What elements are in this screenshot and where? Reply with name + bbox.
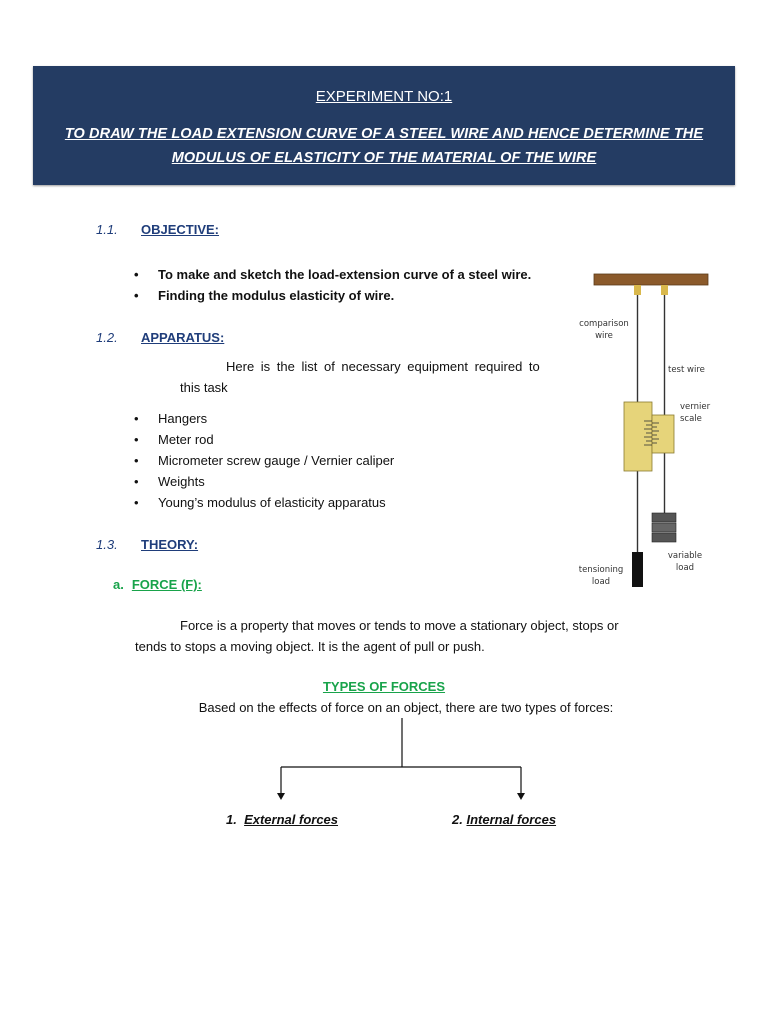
list-item: • Hangers: [134, 408, 394, 429]
weight-disc: [652, 513, 676, 522]
internal-forces-item: [452, 812, 556, 827]
force-definition-line-2: tends to stops a moving object. It is the agent of pull or push.: [135, 639, 485, 654]
support-beam: [594, 274, 708, 285]
weight-disc: [652, 533, 676, 542]
force-definition-line-1: Force is a property that moves or tends to move a stationary object, stops or: [180, 618, 619, 633]
label-comparison: comparison: [579, 319, 629, 329]
aim-line-1: TO DRAW THE LOAD EXTENSION CURVE OF A STEEL WIRE AND HENCE DETERMINE THE: [64, 126, 704, 142]
label-test-wire: test wire: [668, 365, 705, 375]
label-wire: wire: [595, 331, 613, 341]
label-vernier: vernier: [680, 402, 711, 412]
list-item: • Meter rod: [134, 429, 394, 450]
list-item: • Micrometer screw gauge / Vernier caliper: [134, 450, 394, 471]
clamp-right: [661, 285, 668, 295]
item-label: Internal forces: [466, 812, 557, 827]
vernier-scale: [652, 415, 674, 453]
external-forces-item: [226, 812, 338, 827]
item-label: External forces: [244, 812, 339, 827]
section-number: 1.2.: [96, 330, 118, 345]
arrow-right-icon: [517, 793, 525, 800]
types-heading-text: TYPES OF FORCES: [322, 679, 446, 694]
section-title: OBJECTIVE:: [141, 222, 220, 237]
section-number: 1.1.: [96, 222, 118, 237]
types-of-forces-intro: Based on the effects of force on an object, there are two types of forces:: [198, 700, 614, 715]
weight-disc: [652, 523, 676, 532]
label-variable-load: load: [675, 563, 695, 573]
label-tensioning: tensioning: [578, 565, 624, 575]
apparatus-intro-line-2: this task: [180, 380, 228, 395]
section-number: 1.3.: [96, 537, 118, 552]
subsection-marker: a.: [113, 577, 124, 592]
label-scale: scale: [680, 414, 702, 424]
list-item: • Young’s modulus of elasticity apparatus: [134, 492, 394, 513]
subsection-title: FORCE (F):: [131, 577, 202, 592]
main-scale-frame: [624, 402, 652, 471]
section-title: THEORY:: [141, 537, 199, 552]
item-number: 1.: [226, 812, 237, 827]
tensioning-load: [632, 552, 643, 587]
youngs-modulus-apparatus-figure: [560, 265, 720, 595]
item-number: 2.: [452, 812, 463, 827]
arrow-left-icon: [277, 793, 285, 800]
apparatus-intro-line-1: Here is the list of necessary equipment required to: [226, 359, 540, 374]
aim-line-2: MODULUS OF ELASTICITY OF THE MATERIAL OF THE WIRE: [171, 150, 597, 166]
list-item: • Finding the modulus elasticity of wire.: [134, 285, 531, 306]
label-tensioning-load: load: [591, 577, 611, 587]
section-title: APPARATUS:: [141, 330, 225, 345]
label-variable: variable: [667, 551, 703, 561]
list-item: • To make and sketch the load-extension curve of a steel wire.: [134, 264, 531, 285]
clamp-left: [634, 285, 641, 295]
list-item: • Weights: [134, 471, 394, 492]
experiment-number: EXPERIMENT NO:1: [315, 88, 453, 105]
